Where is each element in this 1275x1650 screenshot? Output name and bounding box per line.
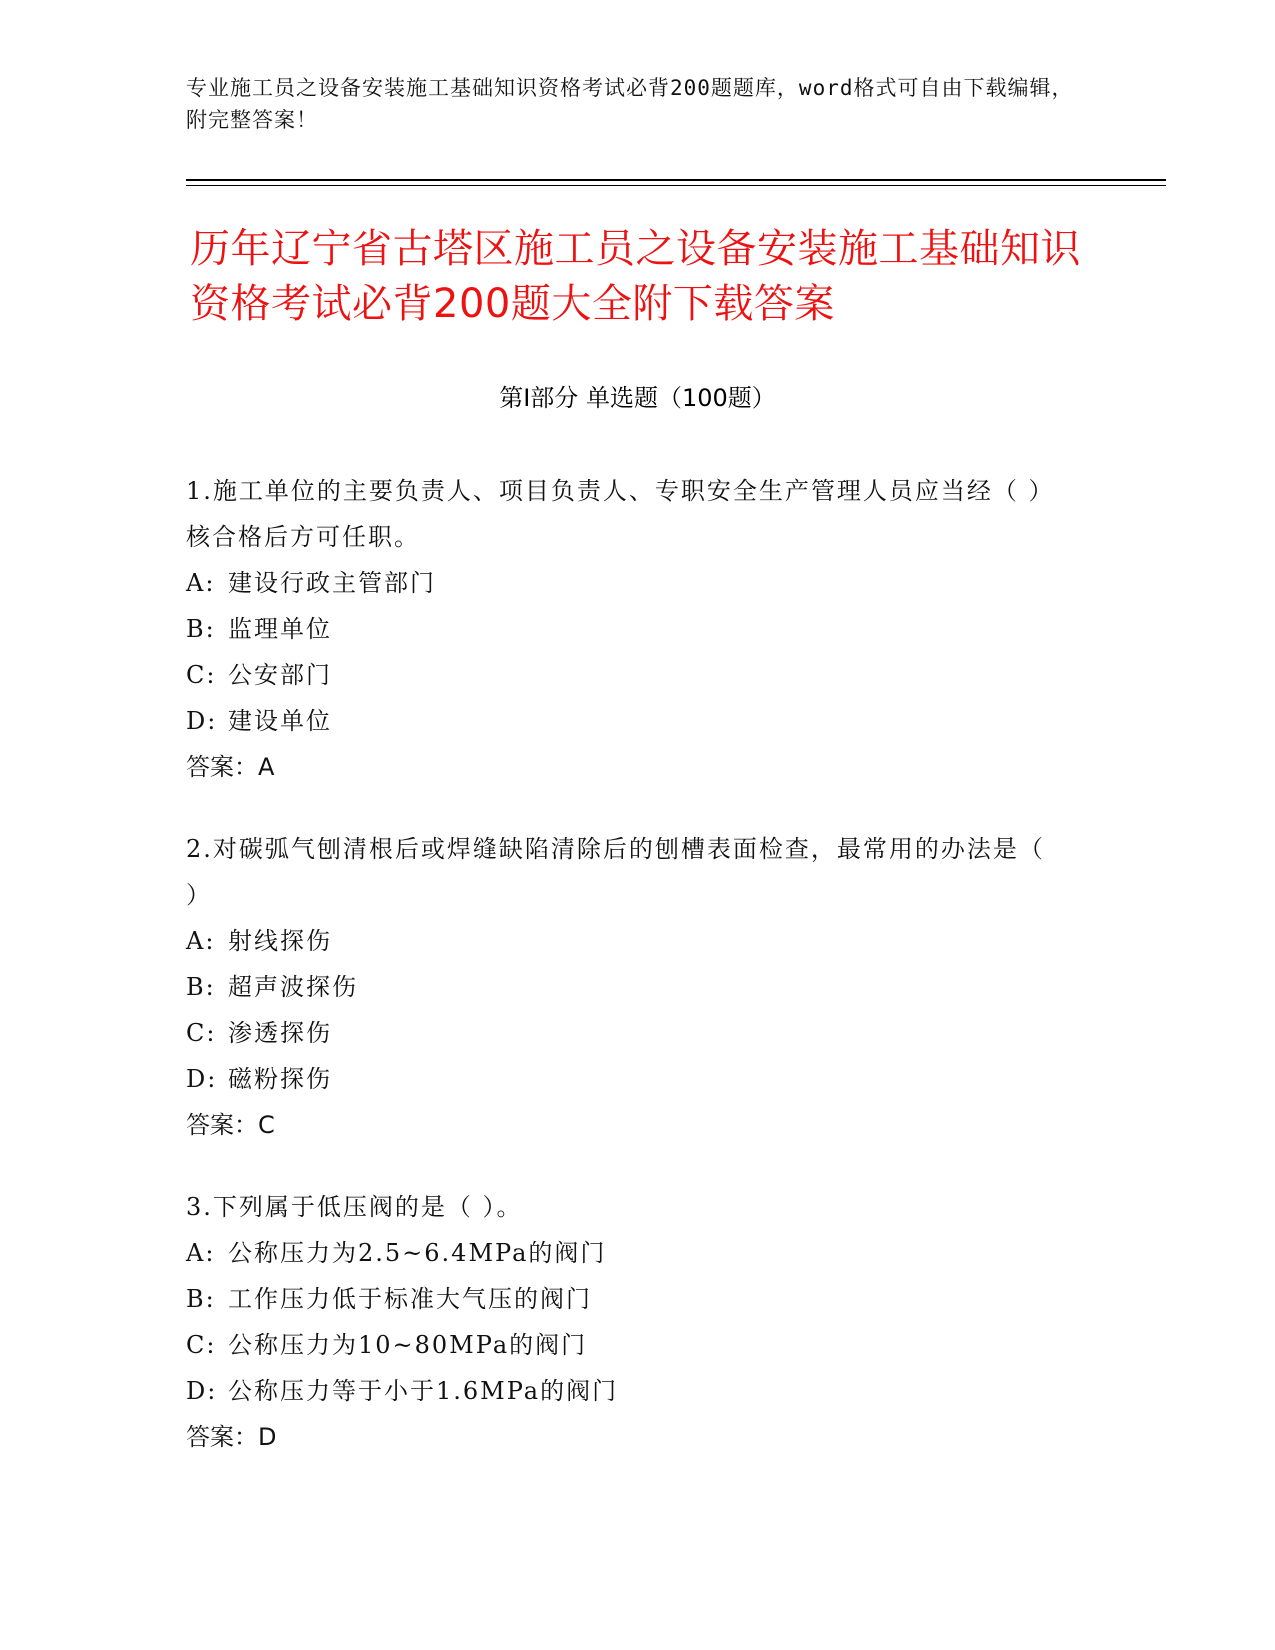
option-text: 公安部门 — [228, 661, 332, 689]
question-stem: 2.对碳弧气刨清根后或焊缝缺陷清除后的刨槽表面检查，最常用的办法是（ ） — [186, 835, 1045, 909]
answer-line — [186, 1414, 1066, 1460]
option-letter: C: — [186, 661, 217, 689]
header-rule-thick — [186, 179, 1166, 181]
option-letter: B: — [186, 1285, 216, 1313]
option-letter: C: — [186, 1019, 217, 1047]
option-letter: A: — [186, 1239, 216, 1267]
option-c — [186, 1322, 1066, 1368]
header-rule-thin — [186, 185, 1166, 186]
answer-line — [186, 744, 1066, 790]
option-b — [186, 606, 1066, 652]
option-letter: D: — [186, 1065, 218, 1093]
option-text: 公称压力等于小于1.6MPa的阀门 — [228, 1377, 619, 1405]
question-3 — [186, 1184, 1066, 1460]
question-stem: 3.下列属于低压阀的是（ ）。 — [186, 1193, 523, 1221]
answer-value: A — [258, 753, 275, 781]
section-title: 第Ⅰ部分 单选题（100题） — [499, 384, 776, 412]
option-text: 渗透探伤 — [228, 1019, 332, 1047]
option-letter: C: — [186, 1331, 217, 1359]
answer-line — [186, 1102, 1066, 1148]
option-a — [186, 1230, 1066, 1276]
answer-label: 答案： — [186, 753, 258, 781]
option-letter: B: — [186, 615, 216, 643]
header-note: 专业施工员之设备安装施工基础知识资格考试必背200题题库，word格式可自由下载编辑，附完整答案！ — [186, 76, 1074, 132]
option-text: 工作压力低于标准大气压的阀门 — [228, 1285, 592, 1313]
question-2 — [186, 826, 1066, 1148]
option-c — [186, 1010, 1066, 1056]
option-c — [186, 652, 1066, 698]
option-letter: D: — [186, 707, 218, 735]
option-letter: A: — [186, 569, 216, 597]
answer-label: 答案： — [186, 1111, 258, 1139]
option-text: 监理单位 — [228, 615, 332, 643]
option-d — [186, 1056, 1066, 1102]
option-text: 磁粉探伤 — [228, 1065, 332, 1093]
question-1 — [186, 468, 1066, 790]
option-text: 超声波探伤 — [228, 973, 358, 1001]
option-text: 建设行政主管部门 — [228, 569, 436, 597]
document-title: 历年辽宁省古塔区施工员之设备安装施工基础知识资格考试必背200题大全附下载答案 — [190, 226, 1081, 327]
answer-value: C — [258, 1111, 275, 1139]
option-d — [186, 1368, 1066, 1414]
option-letter: D: — [186, 1377, 218, 1405]
option-b — [186, 964, 1066, 1010]
option-letter: B: — [186, 973, 216, 1001]
option-text: 射线探伤 — [228, 927, 332, 955]
answer-label: 答案： — [186, 1423, 258, 1451]
option-text: 公称压力为10~80MPa的阀门 — [228, 1331, 588, 1359]
answer-value: D — [258, 1423, 277, 1451]
question-stem: 1.施工单位的主要负责人、项目负责人、专职安全生产管理人员应当经（ ）核合格后方可任职。 — [186, 477, 1055, 551]
option-a — [186, 560, 1066, 606]
option-d — [186, 698, 1066, 744]
option-text: 建设单位 — [228, 707, 332, 735]
question-list — [186, 468, 1066, 1496]
option-letter: A: — [186, 927, 216, 955]
option-text: 公称压力为2.5~6.4MPa的阀门 — [228, 1239, 607, 1267]
option-b — [186, 1276, 1066, 1322]
option-a — [186, 918, 1066, 964]
